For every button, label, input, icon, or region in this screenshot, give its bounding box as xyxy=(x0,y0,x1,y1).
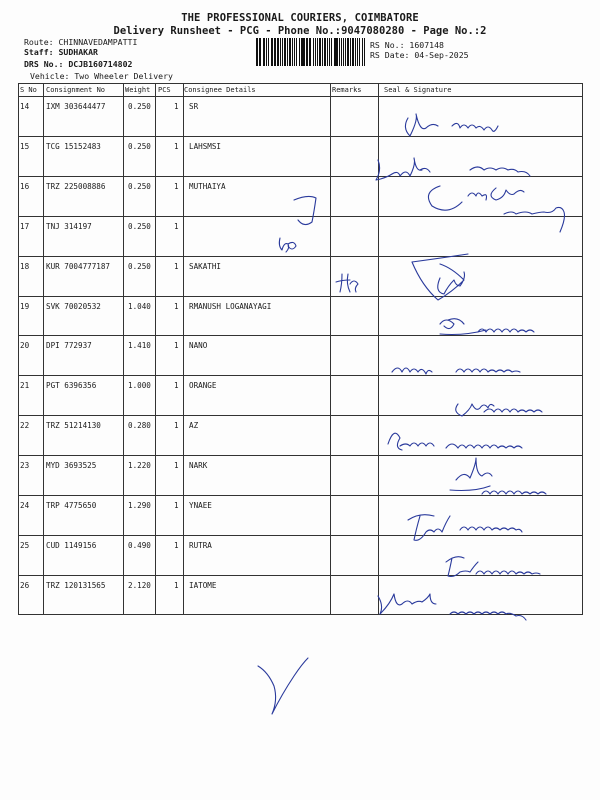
cell-sno: 23 xyxy=(20,461,30,471)
cell-consignee: NARK xyxy=(189,461,208,471)
table-row-divider xyxy=(18,296,583,297)
col-consignment: Consignment No xyxy=(46,86,106,94)
cell-consignee: YNAEE xyxy=(189,501,212,510)
cell-sno: 24 xyxy=(20,501,30,510)
col-weight: Weight xyxy=(125,86,151,94)
table-row-divider xyxy=(18,575,583,576)
cell-consignment: PGT 6396356 xyxy=(46,381,97,391)
cell-weight: 1.000 xyxy=(128,381,151,391)
cell-pcs: 1 xyxy=(174,181,179,191)
cell-pcs: 1 xyxy=(174,580,179,590)
cell-consignee: LAHSMSI xyxy=(189,141,222,151)
cell-weight: 1.040 xyxy=(128,301,151,311)
cell-consignee: IATOME xyxy=(189,580,217,590)
table-row-divider xyxy=(18,216,583,217)
cell-pcs: 1 xyxy=(174,221,179,231)
cell-weight: 1.290 xyxy=(128,501,151,510)
cell-consignee: ORANGE xyxy=(189,381,217,391)
rs-number: RS No.: 1607148 xyxy=(370,40,444,50)
vehicle-label: Vehicle: Two Wheeler Delivery xyxy=(30,71,173,81)
cell-consignee: NANO xyxy=(189,341,208,351)
route-label: Route: CHINNAVEDAMPATTI xyxy=(24,37,138,47)
cell-pcs: 1 xyxy=(174,540,179,550)
cell-sno: 17 xyxy=(20,221,30,231)
cell-pcs: 1 xyxy=(174,421,179,431)
staff-label: Staff: SUDHAKAR xyxy=(24,47,98,57)
cell-consignment: IXM 303644477 xyxy=(46,102,106,111)
cell-consignment: TRP 4775650 xyxy=(46,501,97,510)
cell-weight: 0.490 xyxy=(128,540,151,550)
table-row-divider xyxy=(18,83,583,84)
cell-pcs: 1 xyxy=(174,301,179,311)
cell-consignment: DPI 772937 xyxy=(46,341,92,351)
cell-sno: 22 xyxy=(20,421,30,431)
table-row-divider xyxy=(18,256,583,257)
col-pcs: PCS xyxy=(158,86,171,94)
cell-weight: 0.250 xyxy=(128,141,151,151)
cell-sno: 21 xyxy=(20,381,30,391)
table-row-divider xyxy=(18,96,583,97)
cell-consignee: MUTHAIYA xyxy=(189,181,226,191)
cell-consignment: KUR 7004777187 xyxy=(46,261,111,271)
col-sno: S No xyxy=(20,86,37,94)
cell-consignee: AZ xyxy=(189,421,199,431)
table-row-divider xyxy=(18,535,583,536)
cell-consignee: SAKATHI xyxy=(189,261,222,271)
cell-weight: 1.410 xyxy=(128,341,151,351)
cell-weight: 2.120 xyxy=(128,580,151,590)
cell-sno: 14 xyxy=(20,102,30,111)
cell-consignment: SVK 70020532 xyxy=(46,301,101,311)
col-seal-signature: Seal & Signature xyxy=(384,86,452,94)
cell-consignment: TRZ 225008886 xyxy=(46,181,106,191)
col-remarks: Remarks xyxy=(332,86,362,94)
table-row-divider xyxy=(18,415,583,416)
cell-weight: 0.250 xyxy=(128,261,151,271)
cell-sno: 18 xyxy=(20,261,30,271)
cell-weight: 0.250 xyxy=(128,102,151,111)
cell-pcs: 1 xyxy=(174,341,179,351)
cell-consignment: TRZ 51214130 xyxy=(46,421,101,431)
cell-sno: 25 xyxy=(20,540,30,550)
cell-consignment: TCG 15152483 xyxy=(46,141,101,151)
barcode xyxy=(256,38,366,66)
table-row-divider xyxy=(18,455,583,456)
cell-pcs: 1 xyxy=(174,501,179,510)
table-row-divider xyxy=(18,136,583,137)
table-row-divider xyxy=(18,495,583,496)
cell-weight: 1.220 xyxy=(128,461,151,471)
cell-consignee: RUTRA xyxy=(189,540,212,550)
cell-consignee: SR xyxy=(189,102,199,111)
cell-weight: 0.280 xyxy=(128,421,151,431)
cell-consignment: TNJ 314197 xyxy=(46,221,92,231)
cell-weight: 0.250 xyxy=(128,181,151,191)
cell-weight: 0.250 xyxy=(128,221,151,231)
runsheet-subtitle: Delivery Runsheet - PCG - Phone No.:9047080280 - Page No.:2 xyxy=(113,25,487,37)
cell-sno: 16 xyxy=(20,181,30,191)
drs-label: DRS No.: DCJB160714802 xyxy=(24,59,133,69)
cell-consignment: CUD 1149156 xyxy=(46,540,97,550)
cell-consignment: TRZ 120131565 xyxy=(46,580,106,590)
cell-consignment: MYD 3693525 xyxy=(46,461,97,471)
rs-date: RS Date: 04-Sep-2025 xyxy=(370,50,469,60)
company-title: THE PROFESSIONAL COURIERS, COIMBATORE xyxy=(181,12,419,24)
runsheet-table xyxy=(18,83,583,615)
col-consignee: Consignee Details xyxy=(184,86,256,94)
table-row-divider xyxy=(18,176,583,177)
cell-sno: 19 xyxy=(20,301,30,311)
cell-sno: 15 xyxy=(20,141,30,151)
table-row-divider xyxy=(18,375,583,376)
cell-pcs: 1 xyxy=(174,102,179,111)
cell-consignee: RMANUSH LOGANAYAGI xyxy=(189,301,272,311)
cell-pcs: 1 xyxy=(174,381,179,391)
cell-pcs: 1 xyxy=(174,261,179,271)
table-row-divider xyxy=(18,614,583,615)
cell-sno: 26 xyxy=(20,580,30,590)
table-row-divider xyxy=(18,335,583,336)
cell-pcs: 1 xyxy=(174,461,179,471)
cell-sno: 20 xyxy=(20,341,30,351)
cell-pcs: 1 xyxy=(174,141,179,151)
